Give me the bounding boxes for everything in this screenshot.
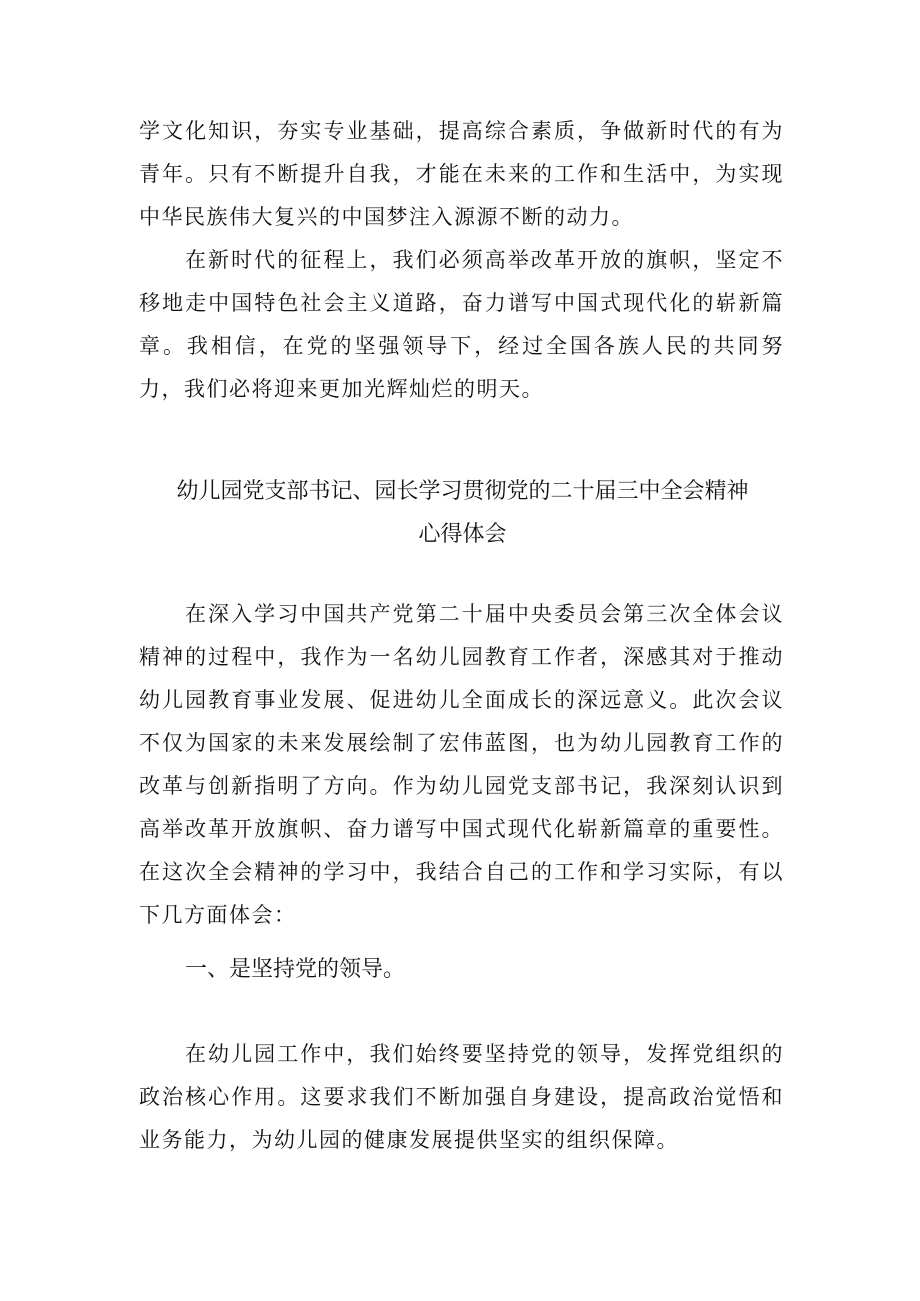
- paragraph-intro: 在深入学习中国共产党第二十届中央委员会第三次全体会议精神的过程中，我作为一名幼儿园教育工作者，深感其对于推动幼儿园教育事业发展、促进幼儿全面成长的深远意义。此次会议不仅为国家的未来发展绘制了宏伟蓝图，也为幼儿园教育工作的改革与创新指明了方向。作为幼儿园党支部书记，我深刻认识到高举改革开放旗帜、奋力谱写中国式现代化崭新篇章的重要性。在这次全会精神的学习中，我结合自己的工作和学习实际，有以下几方面体会：: [139, 602, 784, 927]
- paragraph-party-leadership: 在幼儿园工作中，我们始终要坚持党的领导，发挥党组织的政治核心作用。这要求我们不断加强自身建设，提高政治觉悟和业务能力，为幼儿园的健康发展提供坚实的组织保障。: [139, 1042, 784, 1152]
- article-title-line-1: 幼儿园党支部书记、园长学习贯彻党的二十届三中全会精神: [176, 479, 749, 504]
- article-title-line-2: 心得体会: [418, 522, 507, 547]
- paragraph-new-era: 在新时代的征程上，我们必须高举改革开放的旗帜，坚定不移地走中国特色社会主义道路，奋力谱写中国式现代化的崭新篇章。我相信，在党的坚强领导下，经过全国各族人民的共同努力，我们必将迎来更加光辉灿烂的明天。: [139, 248, 784, 401]
- section-heading-1: 一、是坚持党的领导。: [185, 957, 406, 982]
- paragraph-continuation: 学文化知识，夯实专业基础，提高综合素质，争做新时代的有为青年。只有不断提升自我，才能在未来的工作和生活中，为实现中华民族伟大复兴的中国梦注入源源不断的动力。: [139, 119, 784, 229]
- article-title: [140, 470, 785, 556]
